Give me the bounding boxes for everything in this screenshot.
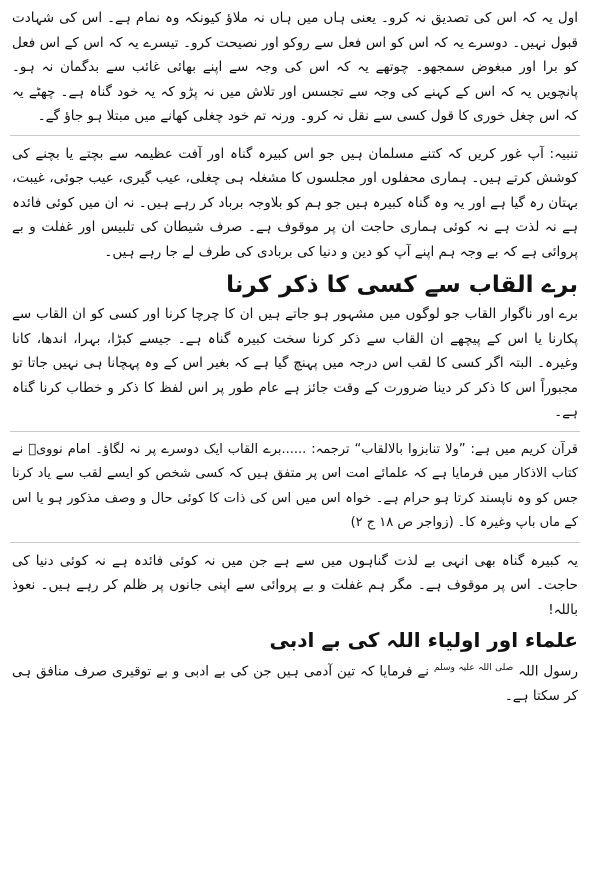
- paragraph-six-points: اول یہ کہ اس کی تصدیق نہ کرو۔ یعنی ہاں میں ہاں نہ ملاؤ کیونکہ وہ نمام ہے۔ اس کی شہادت قبول نہیں۔ دوسرے یہ کہ اس کو اس فعل سے روکو اور نصیحت کرو۔ تیسرے یہ کہ اس کے اس فعل کو برا اور مبغوض سمجھو۔ چوتھے یہ کہ اس کی وجہ سے اپنے بھائی غائب سے بدگمان نہ ہو۔ پانچویں یہ کہ اس کے کہنے کی وجہ سے تجسس اور تلاش میں نہ پڑو کہ یہ خود گناہ ہے۔ چھٹے یہ کہ اس چغل خوری کا قول کسی سے نقل نہ کرو۔ ورنہ تم خود چغلی کھانے میں مبتلا ہو جاؤ گے۔: [12, 10, 578, 124]
- honorific-symbol: صلی اللہ علیہ وسلم: [433, 663, 514, 673]
- paragraph-warning: تنبیہ: آپ غور کریں کہ کتنے مسلمان ہیں جو اس کبیرہ گناہ اور آفت عظیمہ سے بچتے یا بچنے کی کوشش کرتے ہیں۔ ہماری محفلوں اور مجلسوں کا مشغلہ ہی چغلی، عیب گیری، عیب جوئی، غیبت، بہتان رہ گیا ہے اور یہ وہ گناہ کبیرہ ہیں جو ہم کو بلاوجہ برباد کر رہے ہیں۔ نہ ان میں کوئی فائدہ ہے نہ لذت ہے نہ کوئی ہماری حاجت ان پر موقوف ہے۔ صرف شیطان کی تلبیس اور غفلت و بے پروائی ہے کہ بے وجہ ہم اپنے آپ کو دین و دنیا کی بربادی کی طرف لے جا رہے ہیں۔: [12, 145, 578, 260]
- section-heading-bad-nicknames: برے القاب سے کسی کا ذکر کرنا: [226, 272, 578, 298]
- paragraph-three-men: [10, 656, 580, 709]
- prophet-name: رسول اللہ: [518, 663, 579, 680]
- divider: [10, 135, 580, 136]
- paragraph-three-men-text: نے فرمایا کہ تین آدمی ہیں جن کی بے ادبی و بے توقیری صرف منافق ہی کر سکتا ہے۔: [12, 663, 578, 704]
- paragraph-sin-without-pleasure: یہ کبیرہ گناہ بھی انہی بے لذت گناہوں میں سے ہے جن میں نہ کوئی فائدہ ہے نہ کوئی دنیا کی حاجت۔ اس پر موقوف ہے۔ مگر ہم غفلت و بے پروائی سے اپنی جانوں پر ظلم کر رہے ہیں۔ نعوذ باللہ!: [12, 552, 578, 618]
- divider: [10, 431, 580, 432]
- section-heading-disrespect-scholars: علماء اور اولیاء اللہ کی بے ادبی: [269, 628, 578, 652]
- divider: [10, 542, 580, 543]
- paragraph-quran-reference: قرآن کریم میں ہے: ”ولا تنابزوا بالالقاب“ ترجمہ: ......برے القاب ایک دوسرے پر نہ لگاؤ۔ امام نوویؒ نے کتاب الاذکار میں فرمایا ہے کہ علمائے امت اس پر متفق ہیں کہ کسی شخص کو ایسے لقب سے یاد کرنا جس کو وہ ناپسند کرتا ہو حرام ہے۔ خواہ اس میں اس کی ذات کا کوئی حال و وصف مذکور ہو یا اس کے ماں باپ وغیرہ کا۔ (زواجر ص ۱۸ ج ۲): [12, 441, 578, 530]
- paragraph-nicknames: برے اور ناگوار القاب جو لوگوں میں مشہور ہو جاتے ہیں ان کا چرچا کرنا اور کسی کو ان القاب سے پکارنا یا اس کے پیچھے ان القاب سے ذکر کرنا سخت کبیرہ گناہ ہے۔ جیسے کبڑا، بہرا، اندھا، کانا وغیرہ۔ البتہ اگر کسی کا لقب اس درجہ میں پہنچ گیا ہے کہ بغیر اس کے وہ پہچانا ہی نہیں جاتا تو مجبوراً اس کا ذکر کر دینا ضرورت کے وقت جائز ہے عام طور پر اس لفظ کا ذکر و خطاب کرنا گناہ ہے۔: [12, 306, 578, 420]
